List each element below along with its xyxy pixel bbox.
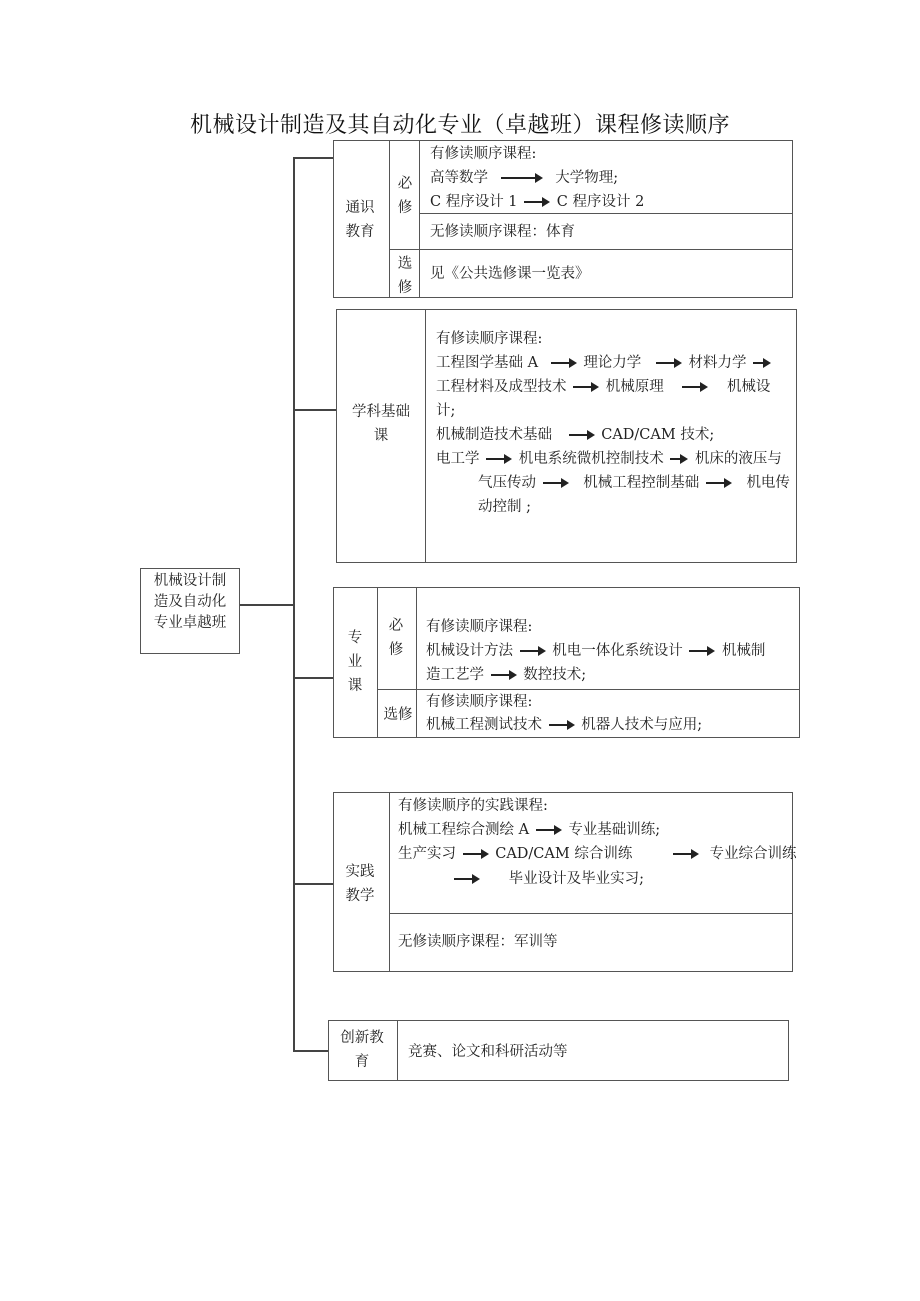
course-node: 材料力学 [688,355,747,371]
discipline-seq-2 [436,375,770,399]
root-label: 机械设计制造及自动化专业卓越班 [153,573,227,631]
course-node: 机械工程综合测绘 A [398,822,530,838]
arrow-icon [706,478,732,488]
course-node: C 程序设计 1 [430,194,518,210]
innovation-text: 竞赛、论文和科研活动等 [408,1044,568,1060]
branch-practice [293,883,334,885]
branch-general [293,157,334,159]
course-node: 机械设 [726,379,771,395]
root-connector [240,604,294,606]
arrow-icon [753,358,771,368]
course-node: 机电系统微机控制技术 [518,451,664,467]
course-node: 数控技术; [523,667,587,683]
major-courses-label: 专业课 [347,630,363,694]
course-node: 毕业设计及毕业实习; [508,871,644,887]
course-node: 机械制造技术基础 [436,427,552,443]
practice-heading: 有修读顺序的实践课程: [398,798,548,814]
course-node: 机械原理 [605,379,664,395]
course-node: 工程图学基础 A [436,355,539,371]
general-elective-label: 选修 [397,256,413,296]
course-node: 专业综合训练 [709,846,797,862]
practice-no-seq: 无修读顺序课程：军训等 [398,934,558,950]
branch-discipline [293,409,337,411]
course-node: 机电传 [746,475,790,491]
arrow-icon [463,849,489,859]
arrow-icon [520,646,546,656]
arrow-icon [656,358,682,368]
major-req-seq-2 [426,663,586,687]
course-node: C 程序设计 2 [556,194,645,210]
course-node: 造工艺学 [426,667,484,683]
root-node [140,568,240,654]
arrow-icon [536,825,562,835]
general-seq-2 [430,190,644,214]
discipline-seq-3 [436,423,714,447]
innovation-education-label: 创新教育 [340,1030,384,1070]
discipline-seq-4 [436,447,782,471]
practice-seq-1 [398,818,660,842]
course-node: CAD/CAM 综合训练 [495,846,633,862]
page-title: 机械设计制造及其自动化专业（卓越班）课程修读顺序 [189,113,730,138]
arrow-icon [573,382,599,392]
course-node: 机械工程测试技术 [426,717,542,733]
course-node: 气压传动 [478,475,536,491]
discipline-seq-1 [436,351,773,375]
discipline-seq-4-line3: 动控制 ; [478,499,531,515]
arrow-icon [682,382,708,392]
arrow-icon [524,197,550,207]
arrow-icon [454,874,480,884]
practice-teaching-label: 实践教学 [345,864,375,904]
course-node: 机电一体化系统设计 [552,643,683,659]
course-node: CAD/CAM 技术; [601,427,715,443]
course-node: 生产实习 [398,846,456,862]
arrow-icon [491,670,517,680]
discipline-seq-2-cont: 计; [436,403,456,419]
discipline-foundation-label: 学科基础课 [352,404,410,444]
arrow-icon [486,454,512,464]
course-node: 理论力学 [583,355,642,371]
arrow-icon [501,173,543,183]
arrow-icon [569,430,595,440]
course-node: 工程材料及成型技术 [436,379,567,395]
course-node: 专业基础训练; [568,822,661,838]
arrow-icon [551,358,577,368]
major-req-seq-1 [426,639,765,663]
major-elec-heading: 有修读顺序课程: [426,694,533,710]
general-required-label: 必修 [397,176,413,216]
practice-seq-2 [398,842,797,866]
arrow-icon [670,454,688,464]
arrow-icon [543,478,569,488]
major-elec-seq [426,713,702,737]
arrow-icon [673,849,699,859]
discipline-heading: 有修读顺序课程: [436,331,543,347]
course-node: 机械制 [721,643,766,659]
general-seq-1 [430,166,618,190]
course-node: 机器人技术与应用; [581,717,703,733]
practice-seq-2-line2 [452,867,644,891]
arrow-icon [689,646,715,656]
course-node: 机械工程控制基础 [583,475,700,491]
major-req-heading: 有修读顺序课程: [426,619,533,635]
course-node: 机床的液压与 [694,451,782,467]
major-elective-label: 选修 [383,707,413,723]
course-node: 大学物理; [555,170,619,186]
branch-innovation [293,1050,329,1052]
major-required-label: 必修 [388,618,404,658]
general-elective-text: 见《公共选修课一览表》 [430,266,590,282]
branch-major [293,677,334,679]
course-node: 机械设计方法 [426,643,513,659]
general-no-seq: 无修读顺序课程：体育 [430,224,575,240]
general-seq-heading: 有修读顺序课程: [430,146,537,162]
general-education-label: 通识教育 [345,200,375,240]
course-node: 电工学 [436,451,480,467]
arrow-icon [549,720,575,730]
discipline-seq-4-line2 [478,471,790,495]
course-node: 高等数学 [430,170,488,186]
